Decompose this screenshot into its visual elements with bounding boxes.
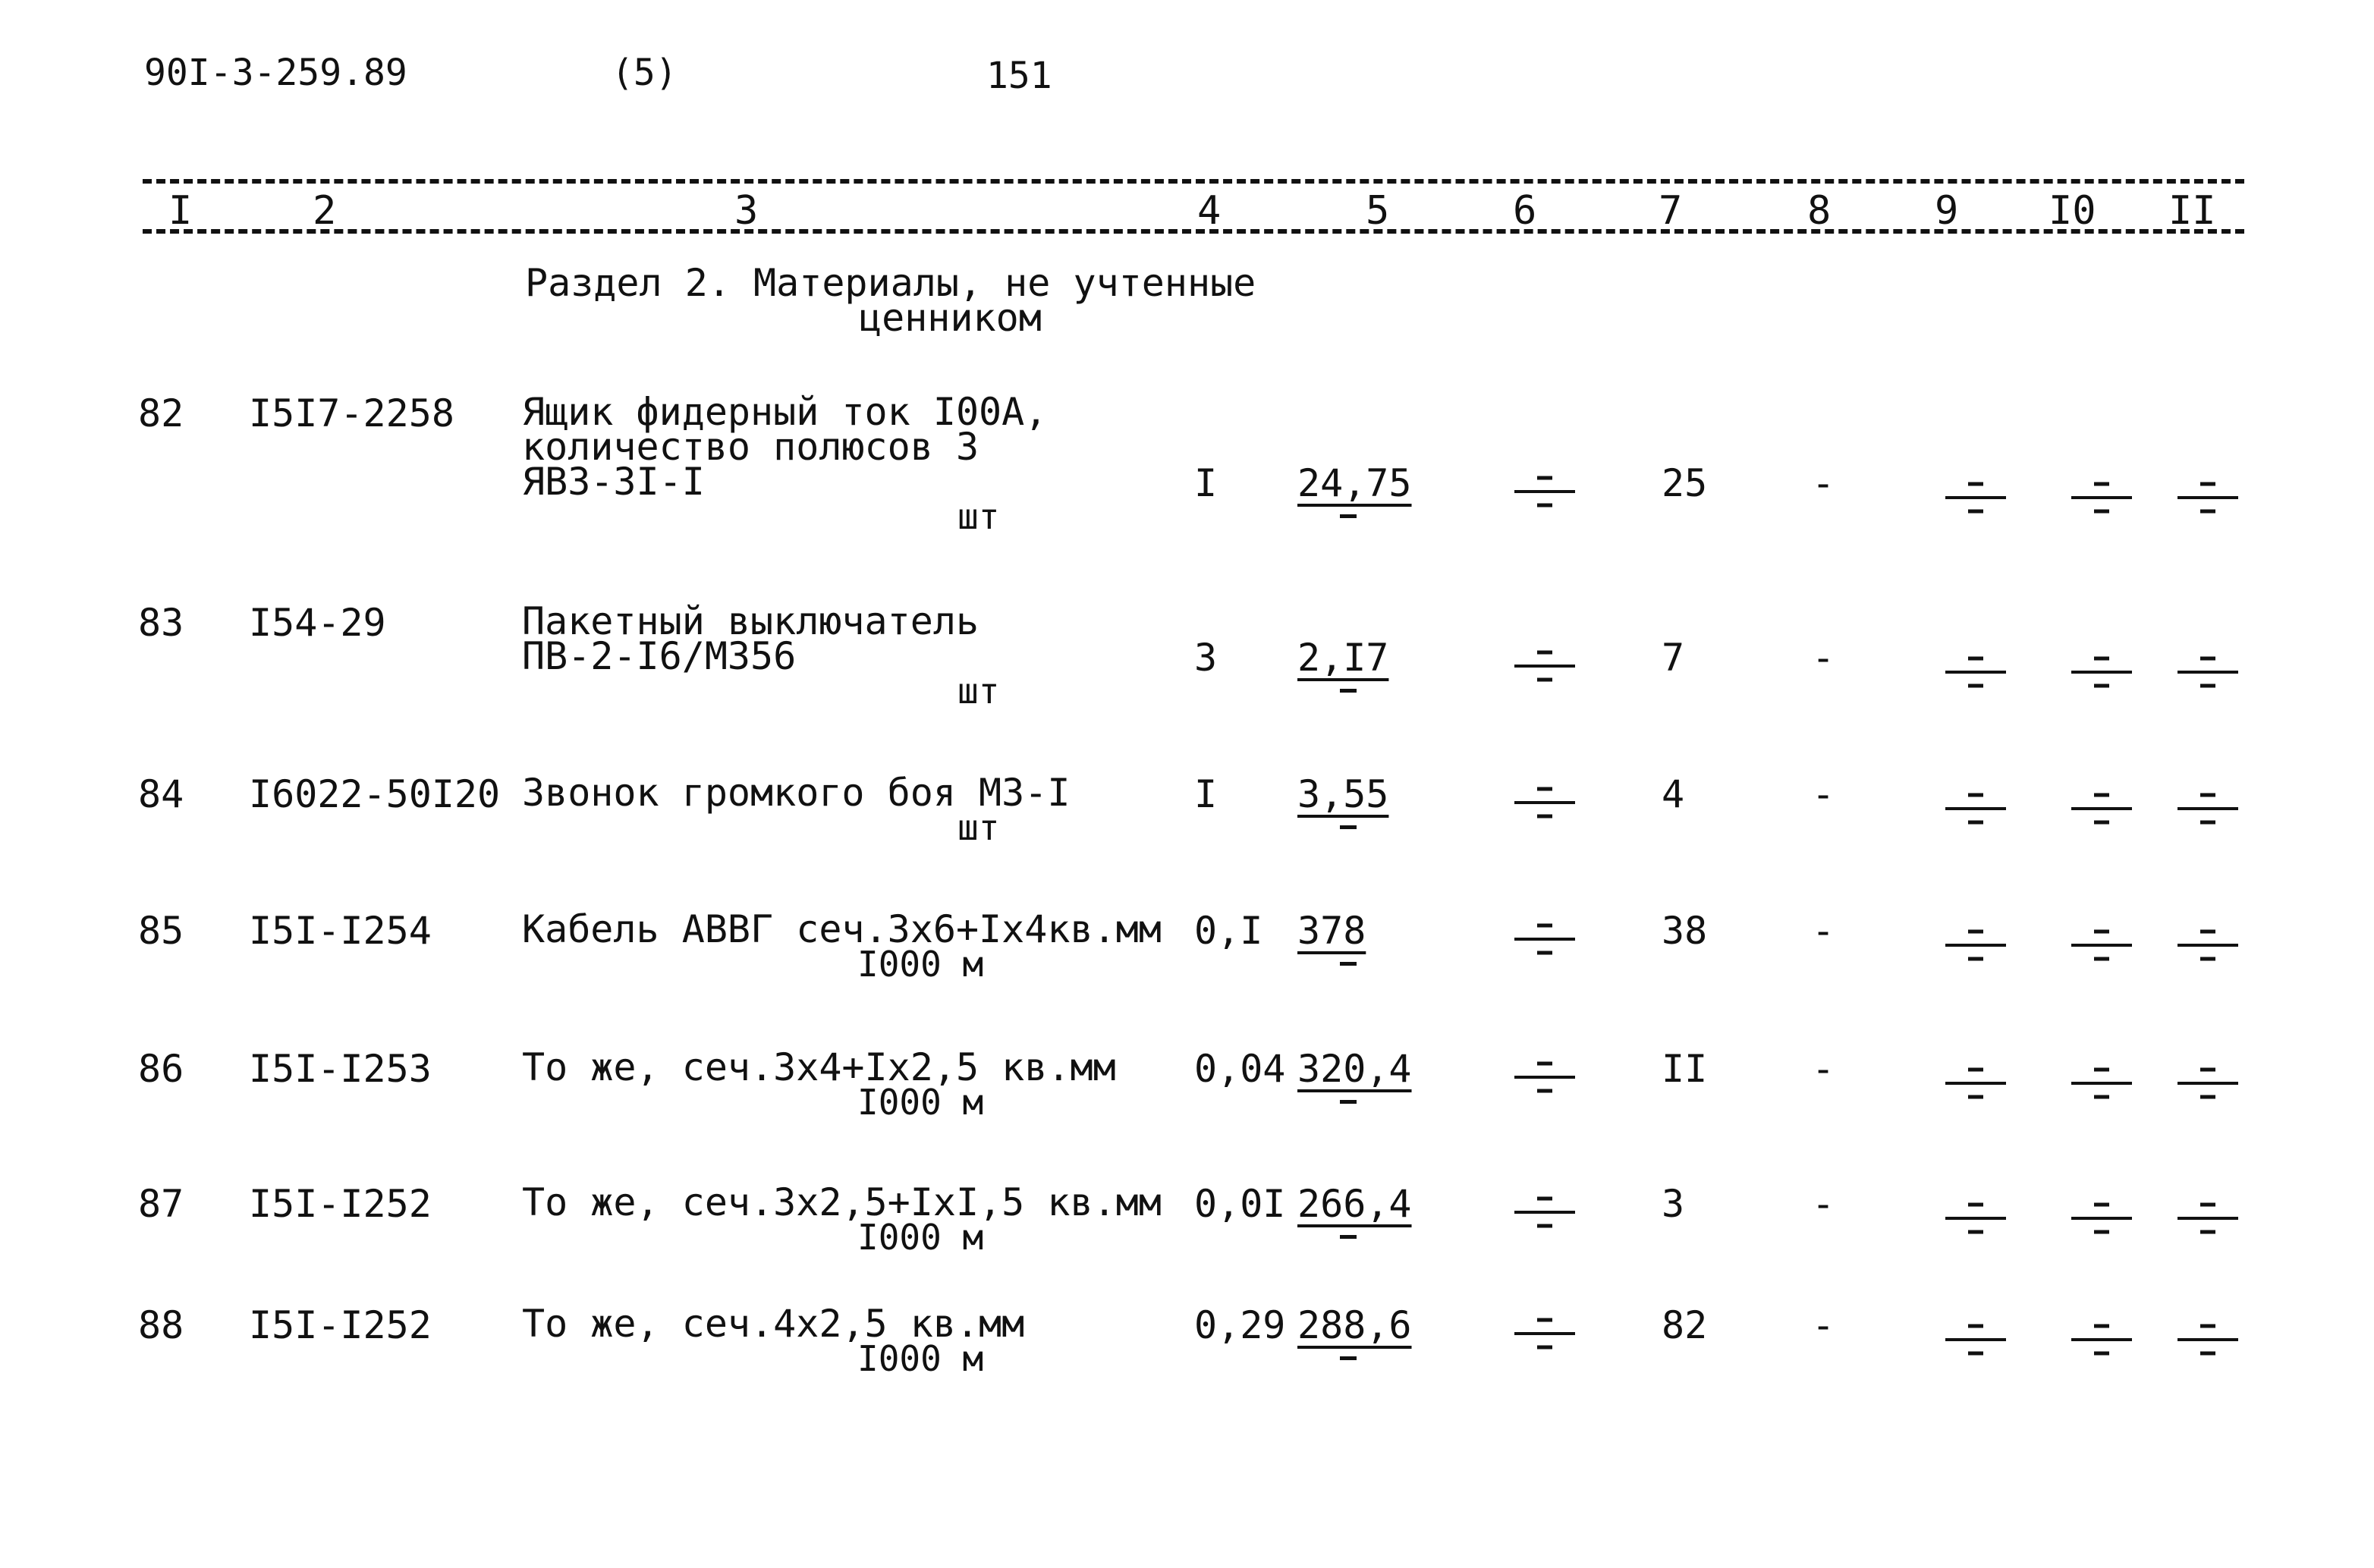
column-11-fraction (2177, 478, 2238, 523)
unit-price-dash (1340, 962, 1357, 966)
column-9-fraction (1945, 1199, 2006, 1244)
quantity: 0,0I (1194, 1182, 1286, 1226)
column-header-8: 8 (1807, 188, 1832, 234)
column-9-fraction (1945, 652, 2006, 698)
column-6-fraction (1514, 783, 1575, 828)
total-cost: 7 (1662, 636, 1685, 680)
row-number: 86 (138, 1047, 184, 1091)
unit-price-dash (1340, 1235, 1357, 1239)
column-8-value: - (1812, 909, 1835, 953)
column-9-fraction (1945, 1320, 2006, 1365)
column-8-value: - (1812, 772, 1835, 816)
total-cost: 25 (1662, 461, 1708, 505)
row-number: 83 (138, 601, 184, 645)
column-header-7: 7 (1659, 188, 1683, 234)
column-8-value: - (1812, 1303, 1835, 1347)
column-10-fraction (2071, 478, 2132, 523)
unit-of-measure: шт (957, 671, 1000, 712)
section-title-continued: ценником (859, 296, 1042, 340)
column-header-1: I (168, 188, 193, 234)
section-title: Раздел 2. Материалы, не учтенные (525, 261, 1256, 305)
price-code: I54-29 (249, 601, 386, 645)
unit-price: 3,55 (1297, 772, 1389, 816)
column-6-fraction (1514, 1192, 1575, 1238)
row-number: 87 (138, 1182, 184, 1226)
unit-price: 24,75 (1297, 461, 1412, 505)
unit-price: 320,4 (1297, 1047, 1412, 1091)
total-cost: II (1662, 1047, 1708, 1091)
unit-of-measure: I000 м (857, 944, 984, 985)
column-9-fraction (1945, 1064, 2006, 1109)
quantity: 0,29 (1194, 1303, 1286, 1347)
column-8-value: - (1812, 636, 1835, 680)
item-description: Звонок громкого боя МЗ-I (522, 771, 1071, 815)
price-code: I5I-I254 (249, 909, 432, 953)
item-description: То же, сеч.3х4+Iх2,5 кв.мм (522, 1045, 1116, 1089)
unit-price-dash (1340, 514, 1357, 518)
quantity: 0,I (1194, 909, 1263, 953)
column-header-2: 2 (313, 188, 337, 234)
column-header-10: I0 (2049, 188, 2096, 234)
column-6-fraction (1514, 472, 1575, 517)
total-cost: 3 (1662, 1182, 1685, 1226)
item-description: Пакетный выключатель ПВ-2-I6/М356 (522, 599, 979, 678)
column-8-value: - (1812, 1047, 1835, 1091)
column-10-fraction (2071, 925, 2132, 971)
column-6-fraction (1514, 646, 1575, 692)
item-description: Кабель АВВГ сеч.3х6+Iх4кв.мм (522, 907, 1162, 951)
column-11-fraction (2177, 1199, 2238, 1244)
unit-price-dash (1340, 689, 1357, 693)
total-cost: 38 (1662, 909, 1708, 953)
price-code: I5I-I253 (249, 1047, 432, 1091)
column-10-fraction (2071, 1320, 2132, 1365)
unit-of-measure: I000 м (857, 1082, 984, 1123)
price-code: I5I-I252 (249, 1182, 432, 1226)
quantity: 3 (1194, 636, 1218, 680)
column-11-fraction (2177, 789, 2238, 834)
column-header-11: II (2168, 188, 2216, 234)
column-6-fraction (1514, 1057, 1575, 1103)
column-8-value: - (1812, 461, 1835, 505)
column-header-9: 9 (1935, 188, 1959, 234)
column-10-fraction (2071, 789, 2132, 834)
unit-price-dash (1340, 825, 1357, 829)
unit-of-measure: I000 м (857, 1217, 984, 1258)
column-header-3: 3 (734, 188, 759, 234)
column-11-fraction (2177, 925, 2238, 971)
unit-price-dash (1340, 1100, 1357, 1104)
unit-of-measure: шт (957, 807, 1000, 848)
page-number: 151 (986, 55, 1052, 97)
column-11-fraction (2177, 1064, 2238, 1109)
column-header-5: 5 (1366, 188, 1390, 234)
column-9-fraction (1945, 789, 2006, 834)
column-8-value: - (1812, 1182, 1835, 1226)
price-code: I5I-I252 (249, 1303, 432, 1347)
unit-price: 378 (1297, 909, 1366, 953)
row-number: 85 (138, 909, 184, 953)
total-cost: 4 (1662, 772, 1685, 816)
item-description: То же, сеч.4х2,5 кв.мм (522, 1302, 1025, 1346)
column-10-fraction (2071, 1064, 2132, 1109)
header-bottom-rule (143, 229, 2244, 234)
document-code: 90I-3-259.89 (144, 52, 407, 94)
unit-of-measure: шт (957, 496, 1000, 537)
price-code: I5I7-2258 (249, 391, 454, 435)
quantity: I (1194, 772, 1218, 816)
row-number: 82 (138, 391, 184, 435)
column-6-fraction (1514, 919, 1575, 965)
unit-price: 2,I7 (1297, 636, 1389, 680)
row-number: 84 (138, 772, 184, 816)
unit-price-dash (1340, 1356, 1357, 1360)
unit-price: 266,4 (1297, 1182, 1412, 1226)
total-cost: 82 (1662, 1303, 1708, 1347)
column-header-6: 6 (1513, 188, 1537, 234)
column-11-fraction (2177, 1320, 2238, 1365)
column-10-fraction (2071, 652, 2132, 698)
item-description: То же, сеч.3х2,5+IхI,5 кв.мм (522, 1180, 1162, 1224)
quantity: 0,04 (1194, 1047, 1286, 1091)
sheet-number: (5) (612, 52, 678, 94)
header-top-rule (143, 179, 2244, 184)
price-code: I6022-50I20 (249, 772, 501, 816)
unit-of-measure: I000 м (857, 1338, 984, 1379)
column-9-fraction (1945, 925, 2006, 971)
unit-price: 288,6 (1297, 1303, 1412, 1347)
column-10-fraction (2071, 1199, 2132, 1244)
column-header-4: 4 (1197, 188, 1222, 234)
column-11-fraction (2177, 652, 2238, 698)
row-number: 88 (138, 1303, 184, 1347)
item-description: Ящик фидерный ток I00А, количество полюсов 3 ЯВЗ-3I-I (522, 390, 1048, 504)
column-9-fraction (1945, 478, 2006, 523)
quantity: I (1194, 461, 1218, 505)
column-6-fraction (1514, 1314, 1575, 1359)
